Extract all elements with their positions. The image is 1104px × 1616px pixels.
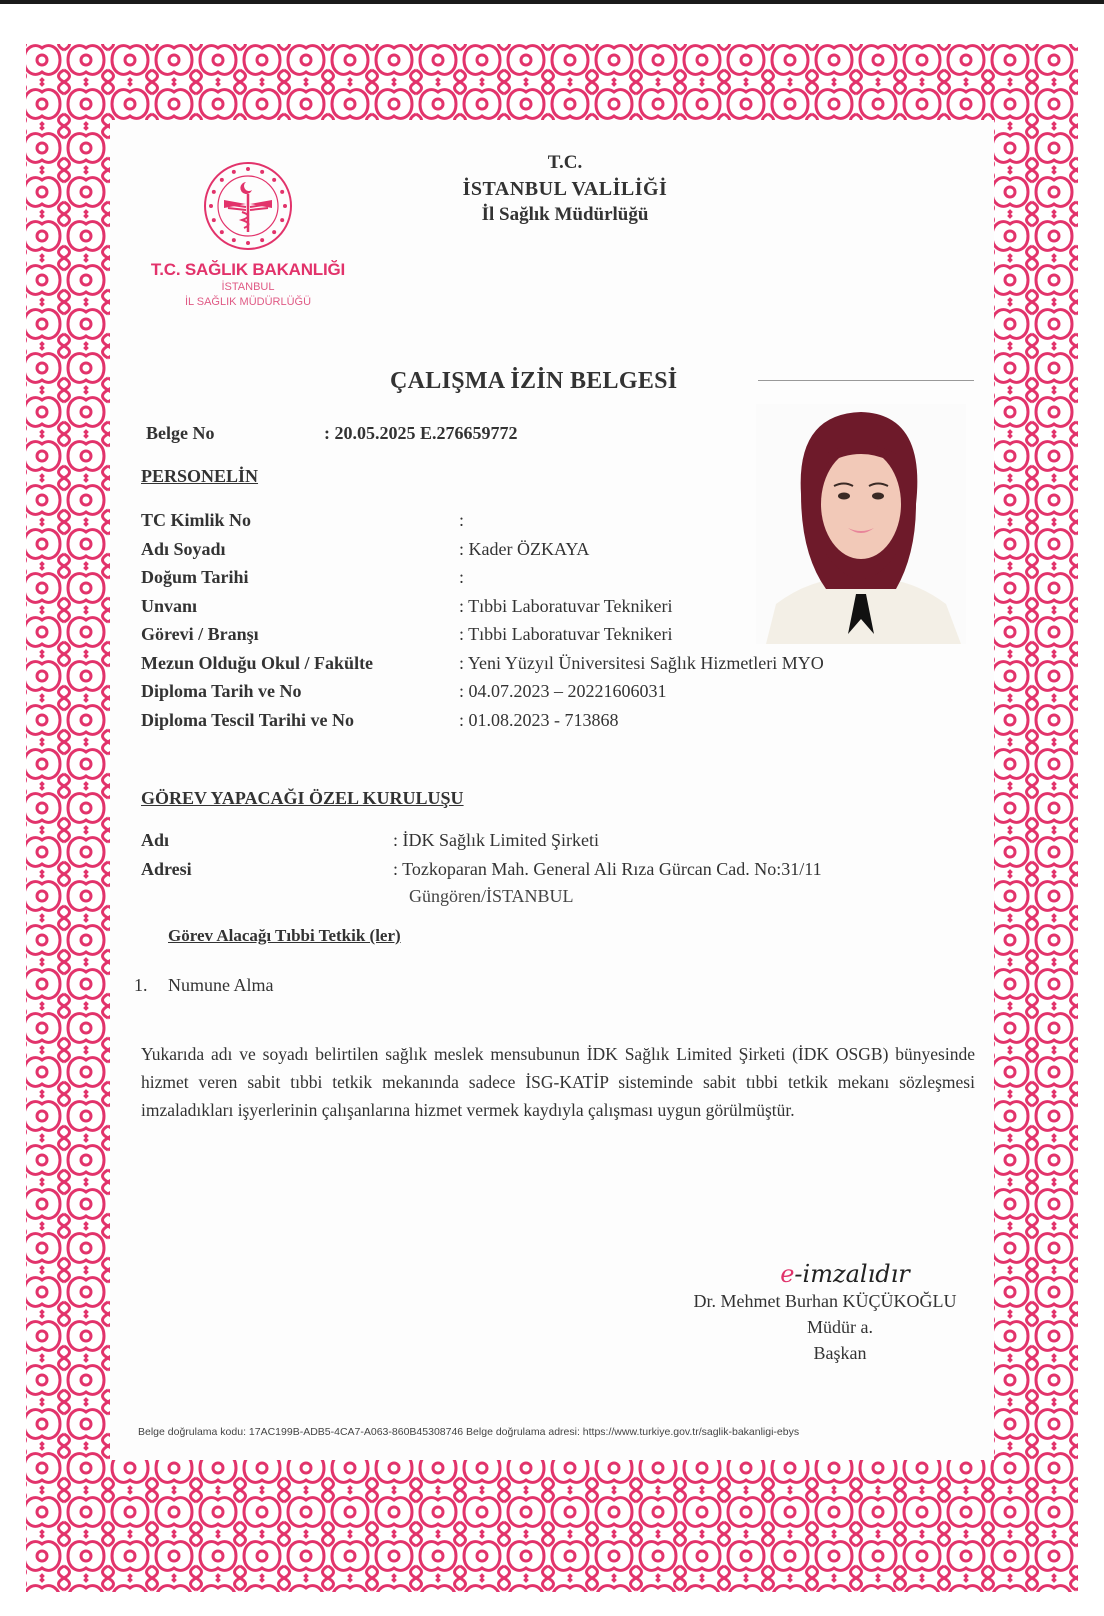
e-signature-text: -imzalıdır: [794, 1260, 910, 1288]
detail-label: Diploma Tescil Tarihi ve No: [141, 709, 355, 730]
e-signature-mark: [700, 1260, 990, 1288]
institution-address-line2: Güngören/İSTANBUL: [409, 886, 574, 906]
institution-address-value: : Tozkoparan Mah. General Ali Rıza Gürcan Cad. No:31/11: [393, 858, 822, 879]
tests-section-heading: Görev Alacağı Tıbbi Tetkik (ler): [168, 926, 401, 945]
document-title: ÇALIŞMA İZİN BELGESİ: [390, 368, 678, 394]
personnel-section-heading: PERSONELİN: [141, 466, 259, 486]
emblem-star: [246, 241, 250, 245]
header-line-directorate: İl Sağlık Müdürlüğü: [481, 204, 649, 225]
detail-value: : 01.08.2023 - 713868: [459, 709, 619, 730]
emblem-star: [212, 190, 216, 194]
detail-value: : Tıbbi Laboratuvar Teknikeri: [459, 595, 673, 616]
institution-name-value: : İDK Sağlık Limited Şirketi: [393, 830, 599, 850]
ministry-of-health-emblem-icon: [202, 160, 294, 252]
list-item-number: 1.: [134, 975, 148, 995]
emblem-star: [220, 230, 224, 234]
signature-block: [660, 1260, 990, 1366]
tests-list: [134, 975, 274, 996]
e-signature-icon: e: [780, 1260, 795, 1288]
header-line-governorship: İSTANBUL VALİLİĞİ: [462, 178, 668, 200]
verification-footer: Belge doğrulama kodu: 17AC199B-ADB5-4CA7-A063-860B45308746 Belge doğrulama adresi: https://www.turkiye.gov.tr/saglik-bakanligi-ebys: [138, 1426, 800, 1438]
detail-label: TC Kimlik No: [141, 510, 252, 530]
institution-name-label: Adı: [141, 830, 170, 850]
detail-value: : Kader ÖZKAYA: [459, 538, 590, 559]
emblem-star: [232, 238, 236, 242]
top-edge-bar: [0, 0, 1104, 4]
document-number-label: Belge No: [146, 423, 215, 443]
emblem-star: [220, 178, 224, 182]
emblem-star: [280, 218, 284, 222]
emblem-star: [272, 178, 276, 182]
signer-title: Başkan: [813, 1343, 867, 1363]
list-item-label: Numune Alma: [168, 975, 274, 995]
signer-name: Dr. Mehmet Burhan KÜÇÜKOĞLU: [693, 1291, 957, 1311]
emblem-star: [283, 204, 287, 208]
logo-subtitle-city: İSTANBUL: [221, 281, 275, 293]
ministry-logo: [138, 160, 358, 310]
detail-label: Görevi / Branşı: [141, 624, 259, 644]
signer-role: Müdür a.: [807, 1317, 873, 1337]
photo-divider-line: [758, 380, 974, 381]
logo-subtitle-directorate: İL SAĞLIK MÜDÜRLÜĞÜ: [184, 296, 312, 308]
detail-label: Mezun Olduğu Okul / Fakülte: [141, 652, 374, 673]
header-line-tc: T.C.: [547, 152, 583, 173]
detail-label: Diploma Tarih ve No: [141, 681, 302, 701]
document-number: [146, 423, 518, 444]
detail-label: Unvanı: [141, 595, 198, 616]
list-item: [134, 975, 274, 996]
detail-label: Adı Soyadı: [141, 538, 226, 559]
detail-value: : 04.07.2023 – 20221606031: [459, 681, 667, 701]
emblem-star: [280, 190, 284, 194]
detail-value: : Tıbbi Laboratuvar Teknikeri: [459, 624, 673, 644]
institution-section-heading: GÖREV YAPACAĞI ÖZEL KURULUŞU: [141, 788, 464, 808]
document-header: [400, 150, 730, 228]
emblem-star: [232, 170, 236, 174]
personnel-photo: [756, 404, 966, 644]
emblem-star: [260, 238, 264, 242]
detail-value: : Yeni Yüzyıl Üniversitesi Sağlık Hizmetleri MYO: [459, 652, 824, 673]
emblem-star: [209, 204, 213, 208]
logo-title: T.C. SAĞLIK BAKANLIĞI: [150, 260, 346, 279]
detail-value: :: [459, 567, 465, 587]
document-number-value: : 20.05.2025 E.276659772: [324, 423, 518, 443]
emblem-star: [272, 230, 276, 234]
detail-value: :: [459, 510, 465, 530]
approval-paragraph: Yukarıda adı ve soyadı belirtilen sağlık meslek mensubunun İDK Sağlık Limited Şirketi (İDK OSGB) bünyesinde hizmet veren sabit tıbbi tetkik mekanında sadece İSG-KATİP sisteminde sabit tıbbi tetkik mekanı sözleşmesi imzaladıkları işyerlerinin çalışanlarına hizmet vermek kaydıyla çalışması uygun görülmüştür.: [141, 1044, 975, 1120]
detail-label: Doğum Tarihi: [141, 567, 249, 587]
emblem-star: [246, 167, 250, 171]
institution-address-label: Adresi: [141, 858, 192, 879]
emblem-star: [212, 218, 216, 222]
emblem-star: [260, 170, 264, 174]
